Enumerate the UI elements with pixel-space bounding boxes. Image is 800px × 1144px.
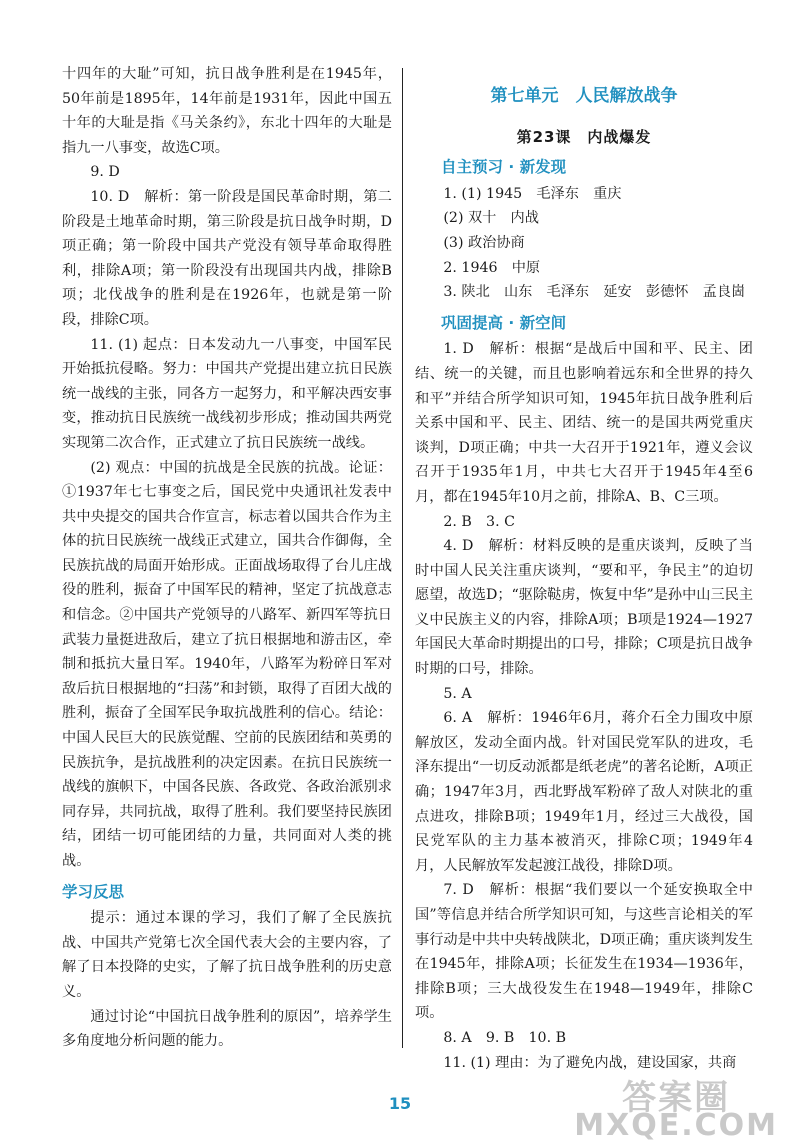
preview-answer-1-2: (2) 双十 内战 bbox=[443, 210, 539, 227]
lesson-title: 第23课 内战爆发 bbox=[516, 127, 652, 146]
left-column bbox=[62, 62, 392, 1054]
column-divider bbox=[402, 68, 403, 1048]
consolidate-answer-2-3: 2. B 3. C bbox=[443, 513, 515, 530]
consolidate-answer-6: 6. A 解析：1946年6月，蒋介石全力围攻中原解放区，发动全面内战。针对国民党军队的进攻，毛泽东提出“一切反动派都是纸老虎”的著名论断，A项正确；1947年3月，西北野战军粉碎了敌人对陕北的重点进攻，排除B项；1949年1月，经过三大战役，国民党军队的主力基本被消灭，排除C项；1949年4月，人民解放军发起渡江战役，排除D项。 bbox=[415, 710, 753, 874]
answer-9: 9. D bbox=[90, 164, 120, 181]
answer-11-part2: (2) 观点：中国的抗战是全民族的抗战。论证：①1937年七七事变之后，国民党中央通讯社发表中共中央提交的国共合作宣言，标志着以国共合作为主体的抗日民族统一战线正式建立，国共合作御侮，全民族抗战的局面开始形成。正面战场取得了台儿庄战役的胜利，振奋了中国军民的精神，坚定了抗战意志和信念。②中国共产党领导的八路军、新四军等抗日武装力量挺进敌后，建立了抗日根据地和游击区，牵制和抵抗大量日军。1940年，八路军为粉碎日军对敌后抗日根据地的“扫荡”和封锁，取得了百团大战的胜利，振奋了全国军民争取抗战胜利的信心。结论：中国人民巨大的民族觉醒、空前的民族团结和英勇的民族抗争，是抗战胜利的决定因素。在抗日民族统一战线的旗帜下，中国各民族、各政党、各政治派别求同存异，共同抗战，取得了胜利。我们要坚持民族团结，团结一切可能团结的力量，共同面对人类的挑战。 bbox=[62, 459, 392, 869]
consolidate-answer-7: 7. D 解析：根据“我们要以一个延安换取全中国”等信息并结合所学知识可知，与这些言论相关的军事行动是中共中央转战陕北，D项正确；重庆谈判发生在1945年，排除A项；长征发生在1934—1936年，排除B项；三大战役发生在1948—1949年，排除C项。 bbox=[415, 882, 753, 1022]
reflection-paragraph-1: 提示：通过本课的学习，我们了解了全民族抗战、中国共产党第七次全国代表大会的主要内容，了解了日本投降的史实，了解了抗日战争胜利的历史意义。 bbox=[62, 910, 392, 1000]
section-title-reflection: 学习反思 bbox=[62, 882, 125, 901]
consolidate-answer-5: 5. A bbox=[443, 685, 472, 702]
answer-continuation: 十四年的大耻”可知，抗日战争胜利是在1945年，50年前是1895年，14年前是1931年，因此中国五十年的大耻是指《马关条约》，东北十四年的大耻是指九一八事变，故选C项。 bbox=[62, 66, 392, 156]
watermark-logo bbox=[574, 1078, 778, 1143]
preview-answer-1: 1. (1) 1945 毛泽东 重庆 bbox=[443, 185, 622, 202]
watermark-text-url: MXQE.COM bbox=[574, 1108, 778, 1143]
answer-11-part1: 11. (1) 起点：日本发动九一八事变，中国军民开始抵抗侵略。努力：中国共产党提出建立抗日民族统一战线的主张，同各方一起努力，和平解决西安事变，推动抗日民族统一战线初步形成；推动国共两党实现第二次合作，正式建立了抗日民族统一战线。 bbox=[62, 336, 392, 451]
page-number: 15 bbox=[388, 1094, 412, 1113]
watermark-text-cn: 答案圈 bbox=[622, 1078, 731, 1118]
right-column bbox=[415, 62, 753, 1075]
section-title-preview: 自主预习 · 新发现 bbox=[441, 158, 567, 177]
consolidate-answer-4: 4. D 解析：材料反映的是重庆谈判，反映了当时中国人民关注重庆谈判，“要和平，争民主”的迫切愿望，故选D；“驱除鞑虏，恢复中华”是孙中山三民主义中民族主义的内容，排除A项；B项是1924—1927年国民大革命时期提出的口号，排除；C项是抗日战争时期的口号，排除。 bbox=[415, 538, 754, 678]
preview-answer-3: 3. 陕北 山东 毛泽东 延安 彭德怀 孟良崮 bbox=[443, 284, 746, 301]
consolidate-answer-8-10: 8. A 9. B 10. B bbox=[443, 1029, 567, 1046]
section-title-consolidate: 巩固提高 · 新空间 bbox=[441, 313, 567, 332]
unit-title: 第七单元 人民解放战争 bbox=[490, 86, 678, 106]
consolidate-answer-11: 11. (1) 理由：为了避免内战，建设国家，共商 bbox=[443, 1054, 737, 1071]
preview-answer-2: 2. 1946 中原 bbox=[443, 259, 541, 276]
preview-answer-1-3: (3) 政治协商 bbox=[443, 234, 525, 251]
reflection-paragraph-2: 通过讨论“中国抗日战争胜利的原因”，培养学生多角度地分析问题的能力。 bbox=[62, 1008, 392, 1050]
consolidate-answer-1: 1. D 解析：根据“是战后中国和平、民主、团结、统一的关键，而且也影响着远东和全世界的持久和平”并结合所学知识可知，1945年抗日战争胜利后关系中国和平、民主、团结、统一的是国共两党重庆谈判，D项正确；中共一大召开于1921年，遵义会议召开于1935年1月，中共七大召开于1945年4至6月，都在1945年10月之前，排除A、B、C三项。 bbox=[415, 341, 753, 505]
answer-10: 10. D 解析：第一阶段是国民革命时期，第二阶段是土地革命时期，第三阶段是抗日战争时期，D项正确；第一阶段中国共产党没有领导革命取得胜利，排除A项；第一阶段没有出现国共内战，排除B项；北伐战争的胜利是在1926年，也就是第一阶段，排除C项。 bbox=[62, 188, 392, 328]
